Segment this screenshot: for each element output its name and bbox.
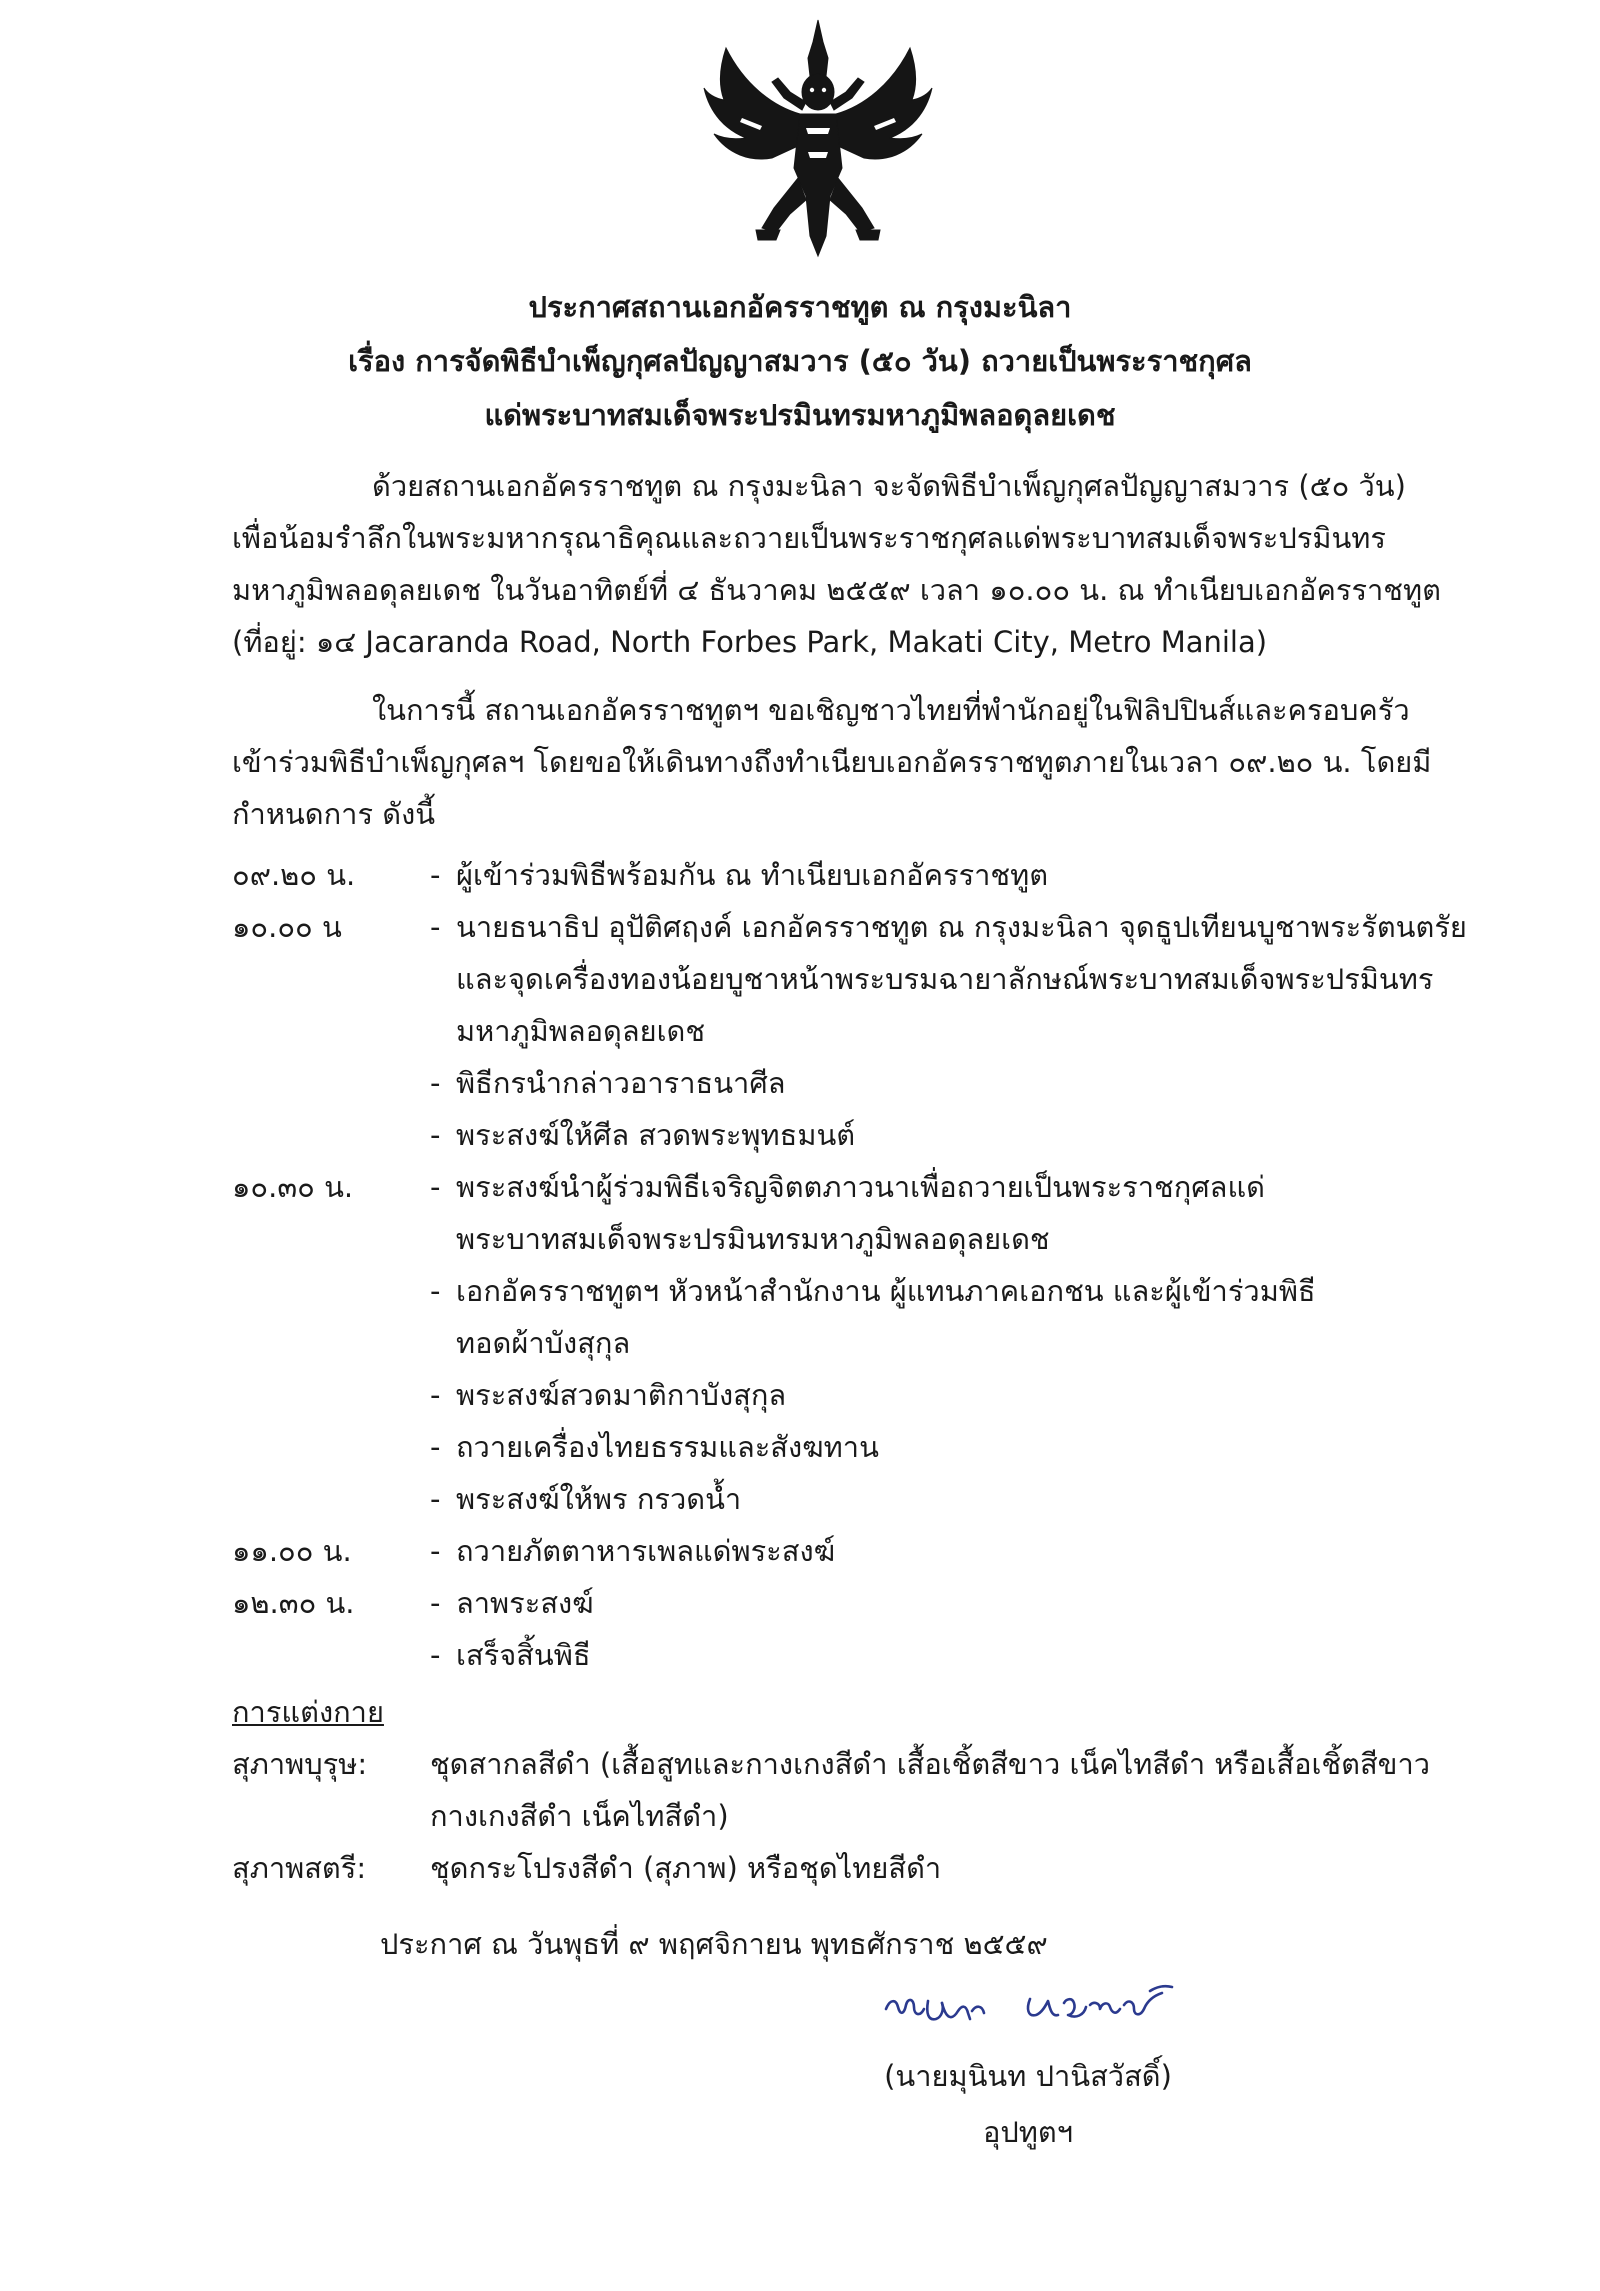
schedule-row bbox=[232, 1161, 1432, 1525]
dress-code bbox=[232, 1686, 1432, 1894]
schedule-row bbox=[232, 1525, 1432, 1577]
schedule-item-line: พระสงฆ์สวดมาติกาบังสุกุล bbox=[456, 1378, 787, 1412]
schedule-time: ๑๐.๓๐ น. bbox=[232, 1170, 354, 1204]
dash-bullet: - bbox=[430, 1482, 441, 1516]
schedule-item bbox=[430, 1421, 1432, 1473]
dress-code-text bbox=[430, 1738, 1432, 1842]
schedule-row bbox=[232, 901, 1467, 1161]
schedule-item bbox=[430, 1369, 1432, 1421]
schedule-item bbox=[430, 1577, 1432, 1629]
dress-code-line: ชุดกระโปรงสีดำ (สุภาพ) หรือชุดไทยสีดำ bbox=[430, 1851, 942, 1885]
dress-code-label: สุภาพสตรี: bbox=[232, 1851, 367, 1885]
dash-bullet: - bbox=[430, 1430, 441, 1464]
dress-code-text bbox=[430, 1842, 1432, 1894]
schedule-item bbox=[430, 1265, 1432, 1369]
schedule-item-line: ทอดผ้าบังสุกุล bbox=[456, 1326, 631, 1360]
dress-code-label: สุภาพบุรุษ: bbox=[232, 1747, 368, 1781]
schedule-item bbox=[430, 1109, 1432, 1161]
announcement-date: ประกาศ ณ วันพุธที่ ๙ พฤศจิกายน พุทธศักราช ๒๕๕๙ bbox=[380, 1927, 1048, 1961]
schedule-item-line: นายธนาธิป อุปัติศฤงค์ เอกอัครราชทูต ณ กรุงมะนิลา จุดธูปเทียนบูชาพระรัตนตรัย bbox=[456, 910, 1467, 944]
handwritten-signature bbox=[880, 1975, 1190, 2035]
schedule-time: ๐๙.๒๐ น. bbox=[232, 858, 356, 892]
schedule-time: ๑๒.๓๐ น. bbox=[232, 1586, 355, 1620]
schedule-item-line: ผู้เข้าร่วมพิธีพร้อมกัน ณ ทำเนียบเอกอัครราชทูต bbox=[456, 858, 1049, 892]
announcement-header bbox=[0, 280, 1600, 442]
dash-bullet: - bbox=[430, 1638, 441, 1672]
dress-code-row bbox=[232, 1738, 1432, 1842]
schedule bbox=[232, 849, 1467, 1681]
schedule-item-line: เอกอัครราชทูตฯ หัวหน้าสำนักงาน ผู้แทนภาคเอกชน และผู้เข้าร่วมพิธี bbox=[456, 1274, 1316, 1308]
schedule-row bbox=[232, 1577, 1432, 1681]
schedule-item-line: พระสงฆ์ให้พร กรวดน้ำ bbox=[456, 1482, 742, 1516]
dress-code-line: ชุดสากลสีดำ (เสื้อสูทและกางเกงสีดำ เสื้อเชิ้ตสีขาว เน็คไทสีดำ หรือเสื้อเชิ้ตสีขาว bbox=[430, 1747, 1431, 1781]
garuda-emblem-icon bbox=[702, 18, 934, 258]
dress-code-heading: การแต่งกาย bbox=[232, 1695, 384, 1729]
schedule-item bbox=[430, 1161, 1432, 1265]
schedule-item bbox=[430, 1057, 1432, 1109]
schedule-time: ๑๑.๐๐ น. bbox=[232, 1534, 352, 1568]
schedule-item bbox=[430, 849, 1432, 901]
signatory-title: อุปทูตฯ bbox=[982, 2115, 1074, 2149]
dash-bullet: - bbox=[430, 1378, 441, 1412]
header-line-1: ประกาศสถานเอกอัครราชทูต ณ กรุงมะนิลา bbox=[528, 290, 1072, 324]
paragraph-2-line: ในการนี้ สถานเอกอัครราชทูตฯ ขอเชิญชาวไทยที่พำนักอยู่ในฟิลิปปินส์และครอบครัว bbox=[372, 693, 1410, 727]
paragraph-1-line: ด้วยสถานเอกอัครราชทูต ณ กรุงมะนิลา จะจัดพิธีบำเพ็ญกุศลปัญญาสมวาร (๕๐ วัน) bbox=[372, 469, 1406, 503]
dash-bullet: - bbox=[430, 1118, 441, 1152]
schedule-row bbox=[232, 849, 1432, 901]
paragraph-2-line: กำหนดการ ดังนี้ bbox=[232, 797, 436, 831]
paragraph-1 bbox=[232, 460, 1441, 668]
schedule-item-line: พระสงฆ์นำผู้ร่วมพิธีเจริญจิตตภาวนาเพื่อถวายเป็นพระราชกุศลแด่ bbox=[456, 1170, 1265, 1204]
schedule-item bbox=[430, 901, 1467, 1057]
dash-bullet: - bbox=[430, 1586, 441, 1620]
schedule-item bbox=[430, 1473, 1432, 1525]
paragraph-1-line: เพื่อน้อมรำลึกในพระมหากรุณาธิคุณและถวายเป็นพระราชกุศลแด่พระบาทสมเด็จพระปรมินทร bbox=[232, 521, 1386, 555]
dress-code-line: กางเกงสีดำ เน็คไทสีดำ) bbox=[430, 1799, 729, 1833]
paragraph-2 bbox=[232, 684, 1432, 840]
schedule-item bbox=[430, 1629, 1432, 1681]
schedule-item bbox=[430, 1525, 1432, 1577]
schedule-time: ๑๐.๐๐ น bbox=[232, 910, 342, 944]
paragraph-1-line: (ที่อยู่: ๑๔ Jacaranda Road, North Forbes Park, Makati City, Metro Manila) bbox=[232, 625, 1268, 659]
schedule-item-line: พระบาทสมเด็จพระปรมินทรมหาภูมิพลอดุลยเดช bbox=[456, 1222, 1050, 1256]
schedule-item-line: ถวายเครื่องไทยธรรมและสังฆทาน bbox=[456, 1430, 879, 1464]
dash-bullet: - bbox=[430, 1170, 441, 1204]
header-line-2: เรื่อง การจัดพิธีบำเพ็ญกุศลปัญญาสมวาร (๕๐ วัน) ถวายเป็นพระราชกุศล bbox=[348, 344, 1252, 378]
dash-bullet: - bbox=[430, 910, 441, 944]
schedule-item-line: ลาพระสงฆ์ bbox=[456, 1586, 594, 1620]
schedule-item-line: ถวายภัตตาหารเพลแด่พระสงฆ์ bbox=[456, 1534, 836, 1568]
dash-bullet: - bbox=[430, 1534, 441, 1568]
schedule-item-line: พระสงฆ์ให้ศีล สวดพระพุทธมนต์ bbox=[456, 1118, 856, 1152]
paragraph-1-line: มหาภูมิพลอดุลยเดช ในวันอาทิตย์ที่ ๔ ธันวาคม ๒๕๕๙ เวลา ๑๐.๐๐ น. ณ ทำเนียบเอกอัครราชทูต bbox=[232, 573, 1441, 607]
schedule-item-line: เสร็จสิ้นพิธี bbox=[456, 1638, 591, 1672]
schedule-item-line: และจุดเครื่องทองน้อยบูชาหน้าพระบรมฉายาลักษณ์พระบาทสมเด็จพระปรมินทร bbox=[456, 962, 1434, 996]
paragraph-2-line: เข้าร่วมพิธีบำเพ็ญกุศลฯ โดยขอให้เดินทางถึงทำเนียบเอกอัครราชทูตภายในเวลา ๐๙.๒๐ น. โดยมี bbox=[232, 745, 1432, 779]
dash-bullet: - bbox=[430, 1066, 441, 1100]
schedule-item-line: พิธีกรนำกล่าวอาราธนาศีล bbox=[456, 1066, 786, 1100]
schedule-item-line: มหาภูมิพลอดุลยเดช bbox=[456, 1014, 706, 1048]
dress-code-row bbox=[232, 1842, 1432, 1894]
dash-bullet: - bbox=[430, 858, 441, 892]
dash-bullet: - bbox=[430, 1274, 441, 1308]
header-line-3: แด่พระบาทสมเด็จพระปรมินทรมหาภูมิพลอดุลยเดช bbox=[484, 398, 1116, 432]
signatory-name: (นายมุนินท ปานิสวัสดิ์) bbox=[884, 2059, 1172, 2093]
